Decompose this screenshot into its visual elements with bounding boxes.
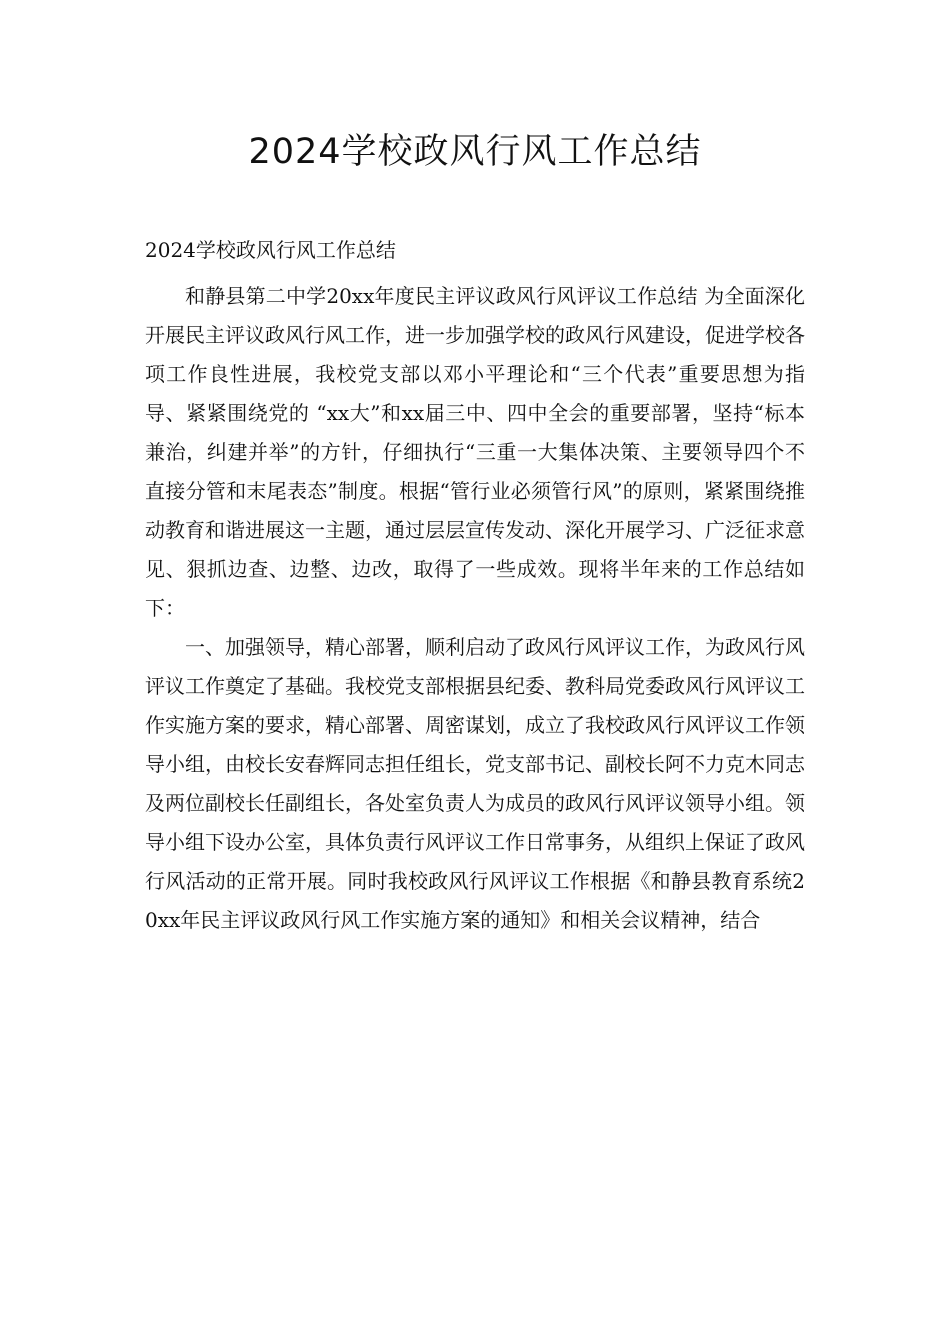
document-title: 2024学校政风行风工作总结 bbox=[248, 132, 702, 172]
document-body bbox=[145, 234, 805, 940]
paragraph-intro: 和静县第二中学20xx年度民主评议政风行风评议工作总结 为全面深化开展民主评议政风行风工作，进一步加强学校的政风行风建设，促进学校各项工作良性进展，我校党支部以邓小平理论和“三个代表”重要思想为指导、紧紧围绕党的 “xx大”和xx届三中、四中全会的重要部署，坚持“标本兼治，纠建并举”的方针，仔细执行“三重一大集体决策、主要领导四个不直接分管和末尾表态”制度。根据“管行业必须管行风”的原则，紧紧围绕推动教育和谐进展这一主题，通过层层宣传发动、深化开展学习、广泛征求意见、狠抓边查、边整、边改，取得了一些成效。现将半年来的工作总结如下： bbox=[145, 284, 805, 620]
paragraph-section-one: 一、加强领导，精心部署，顺利启动了政风行风评议工作，为政风行风评议工作奠定了基础。我校党支部根据县纪委、教科局党委政风行风评议工作实施方案的要求，精心部署、周密谋划，成立了我校政风行风评议工作领导小组，由校长安春辉同志担任组长，党支部书记、副校长阿不力克木同志及两位副校长任副组长，各处室负责人为成员的政风行风评议领导小组。领导小组下设办公室，具体负责行风评议工作日常事务，从组织上保证了政风行风活动的正常开展。同时我校政风行风评议工作根据《和静县教育系统20xx年民主评议政风行风工作实施方案的通知》和相关会议精神，结合 bbox=[145, 635, 805, 932]
document-subtitle: 2024学校政风行风工作总结 bbox=[145, 238, 396, 262]
